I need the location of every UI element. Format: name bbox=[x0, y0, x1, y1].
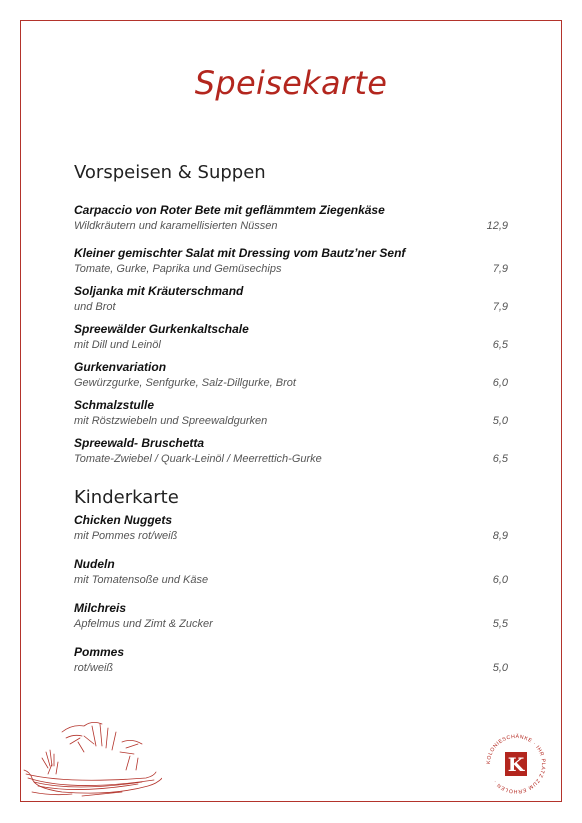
menu-item-description: Gewürzgurke, Senfgurke, Salz-Dillgurke, Brot bbox=[74, 377, 296, 389]
menu-item-description: Tomate-Zwiebel / Quark-Leinöl / Meerrettich-Gurke bbox=[74, 453, 322, 465]
menu-item-name: Soljanka mit Kräuterschmand bbox=[74, 284, 244, 298]
menu-item-name: Carpaccio von Roter Bete mit geflämmtem Ziegenkäse bbox=[74, 203, 385, 217]
menu-item-name: Milchreis bbox=[74, 601, 127, 615]
menu-item bbox=[74, 284, 508, 315]
menu-item-description: Apfelmus und Zimt & Zucker bbox=[74, 618, 213, 630]
restaurant-logo bbox=[484, 732, 548, 796]
menu-item-description: mit Tomatensoße und Käse bbox=[74, 574, 209, 586]
menu-item-description: und Brot bbox=[74, 301, 116, 313]
menu-item-name: Pommes bbox=[74, 645, 125, 659]
menu-item-description: mit Röstzwiebeln und Spreewaldgurken bbox=[74, 415, 268, 427]
menu-item bbox=[74, 203, 508, 234]
menu-item-name: Spreewald- Bruschetta bbox=[74, 436, 205, 450]
menu-item-description: Tomate, Gurke, Paprika und Gemüsechips bbox=[74, 263, 282, 275]
menu-item-name: Schmalzstulle bbox=[74, 398, 155, 412]
menu-item bbox=[74, 398, 508, 429]
menu-item-name: Kleiner gemischter Salat mit Dressing vom Bautz’ner Senf bbox=[74, 246, 406, 260]
menu-item-price: 5,0 bbox=[492, 662, 508, 674]
logo-letter: K bbox=[507, 754, 525, 776]
menu-item-price: 6,5 bbox=[492, 453, 508, 465]
menu-item-name: Chicken Nuggets bbox=[74, 513, 173, 527]
menu-item bbox=[74, 557, 508, 588]
menu-item-price: 5,0 bbox=[492, 415, 508, 427]
menu-item-price: 7,9 bbox=[492, 263, 508, 275]
menu-item-price: 7,9 bbox=[492, 301, 508, 313]
page-title: Speisekarte bbox=[194, 64, 388, 102]
menu-item-price: 12,9 bbox=[486, 220, 508, 232]
menu-item-description: mit Dill und Leinöl bbox=[74, 339, 161, 351]
menu-item bbox=[74, 246, 508, 277]
menu-item bbox=[74, 513, 508, 544]
logo-ring-text: KOLONIESCHÄNKE · IHR PLATZ ZUM ERHOLEN · bbox=[485, 733, 547, 795]
menu-item-description: rot/weiß bbox=[74, 662, 114, 674]
section-heading-kinderkarte: Kinderkarte bbox=[74, 487, 179, 508]
canoe-illustration bbox=[22, 712, 162, 800]
menu-item-name: Gurkenvariation bbox=[74, 360, 167, 374]
menu-item-price: 5,5 bbox=[492, 618, 508, 630]
menu-item-price: 6,0 bbox=[492, 377, 508, 389]
section-heading-vorspeisen: Vorspeisen & Suppen bbox=[74, 162, 266, 183]
menu-item-price: 6,5 bbox=[492, 339, 508, 351]
menu-item bbox=[74, 436, 508, 467]
menu-item-price: 6,0 bbox=[492, 574, 508, 586]
menu-item-price: 8,9 bbox=[492, 530, 508, 542]
menu-item bbox=[74, 601, 508, 632]
menu-item bbox=[74, 322, 508, 353]
menu-item bbox=[74, 645, 508, 676]
menu-item-description: mit Pommes rot/weiß bbox=[74, 530, 178, 542]
menu-item-description: Wildkräutern und karamellisierten Nüssen bbox=[74, 220, 278, 232]
menu-item bbox=[74, 360, 508, 391]
menu-item-name: Nudeln bbox=[74, 557, 115, 571]
menu-item-name: Spreewälder Gurkenkaltschale bbox=[74, 322, 249, 336]
